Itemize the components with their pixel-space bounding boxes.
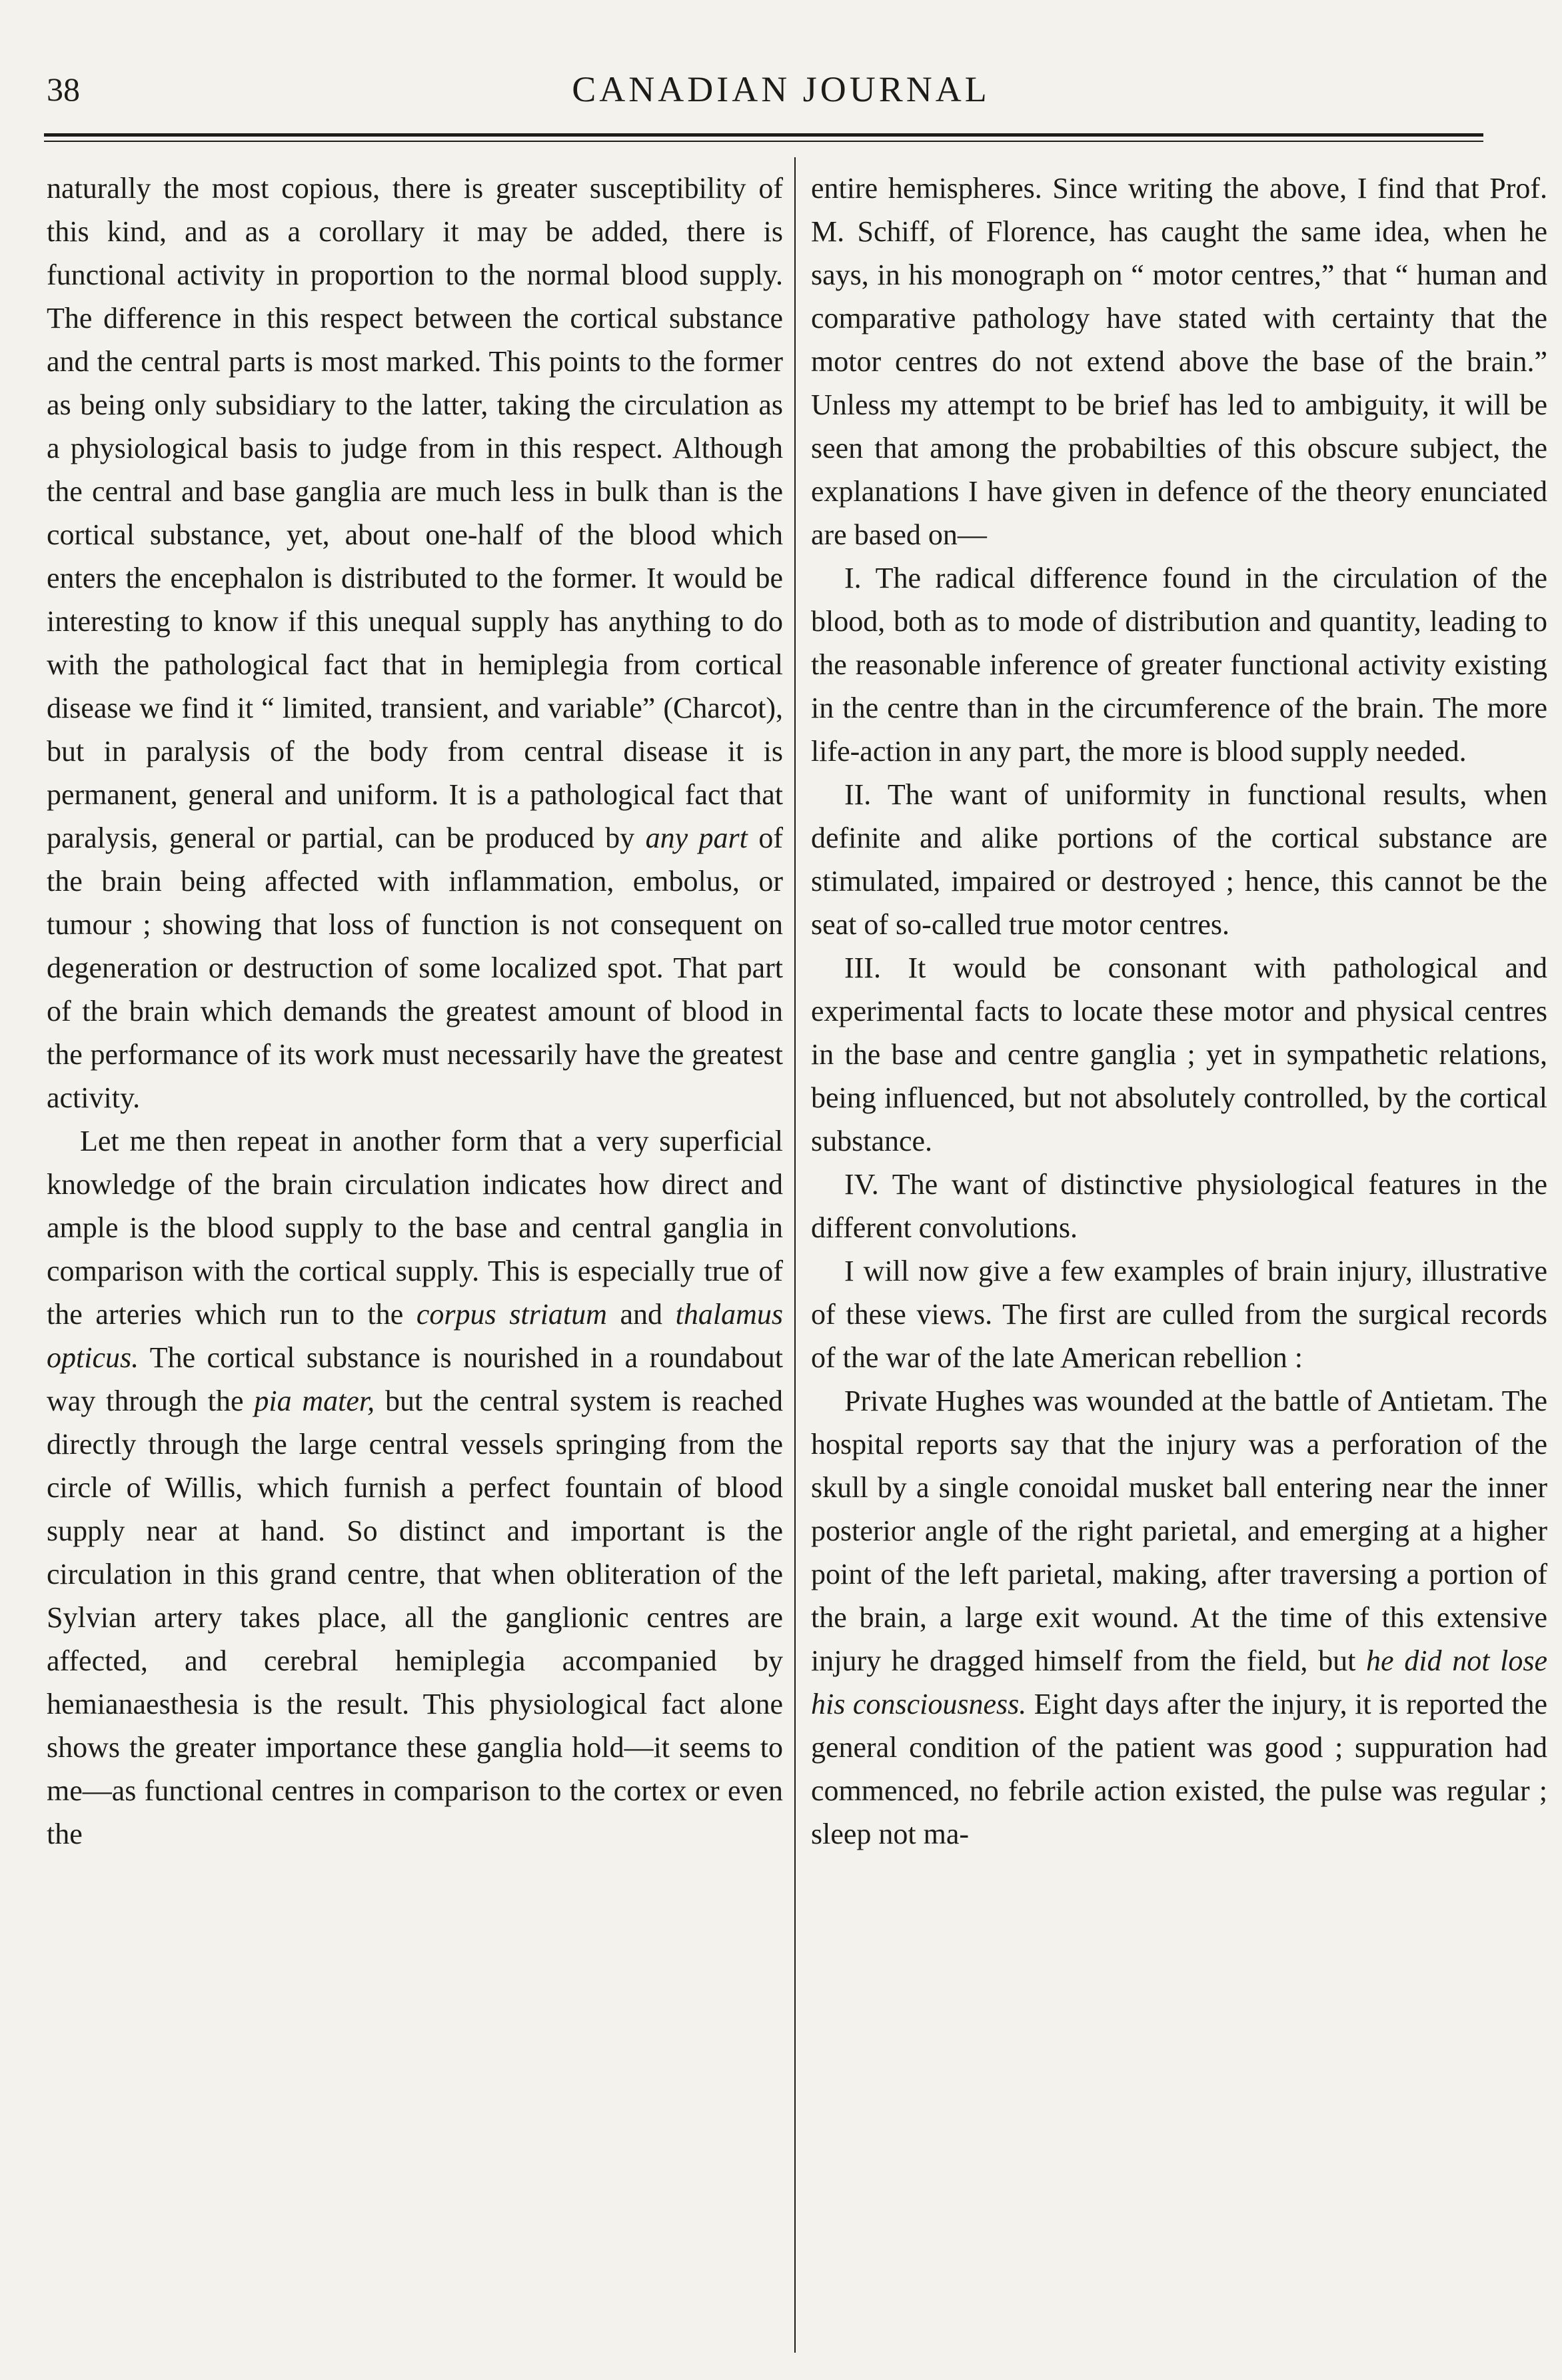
text-run: Let me then repeat in another form that a very superficial knowledge of the brain circulation indicates how direct and ample is the blood supply to the base and central ganglia in comparison with the cortical supply. This is especially true of the arteries which run to the xyxy=(47,1125,783,1331)
right-column xyxy=(811,167,1547,1856)
paragraph xyxy=(811,1249,1547,1379)
paragraph xyxy=(811,167,1547,556)
italic-text: any part xyxy=(645,822,748,854)
column-divider xyxy=(794,157,796,2353)
running-head: CANADIAN JOURNAL xyxy=(572,69,990,109)
paragraph xyxy=(811,946,1547,1163)
left-column xyxy=(47,167,783,1856)
header-rule-thin xyxy=(44,141,1483,142)
text-run: Private Hughes was wounded at the battle of Antietam. The hospital reports say that the injury was a perforation of the skull by a single conoidal musket ball entering near the inner posterior angle of the right parietal, and emerging at a higher point of the left parietal, making, after traversing a portion of the brain, a large exit wound. At the time of this extensive injury he dragged himself from the field, but xyxy=(811,1385,1547,1677)
text-run: of the brain being affected with inflammation, embolus, or tumour ; showing that loss of function is not consequent on degeneration or destruction of some localized spot. That part of the brain which demands the greatest amount of blood in the performance of its work must necessarily have the greatest activity. xyxy=(47,822,783,1114)
text-run: and xyxy=(606,1298,676,1331)
text-run: but the central system is reached directly through the large central vessels springing from the circle of Willis, which furnish a perfect fountain of blood supply near at hand. So distinct and important is the circulation in this grand centre, that when obliteration of the Sylvian artery takes place, all the ganglionic centres are affected, and cerebral hemiplegia accompanied by hemianaesthesia is the result. This physiological fact alone shows the greater importance these ganglia hold—it seems to me—as functional centres in comparison to the cortex or even the xyxy=(47,1385,784,1850)
italic-text: he did not lose his consciousness. xyxy=(811,1644,1547,1720)
paragraph xyxy=(47,167,783,1119)
text-run: III. It would be consonant with pathological and experimental facts to locate these motor and physical centres in the base and centre ganglia ; yet in sympathetic relations, being influenced, but not absolutely controlled, by the cortical substance. xyxy=(811,951,1547,1157)
text-run: naturally the most copious, there is greater susceptibility of this kind, and as a corollary it may be added, there is functional activity in proportion to the normal blood supply. The difference in this respect between the cortical substance and the central parts is most marked. This points to the former as being only subsidiary to the latter, taking the circulation as a physiological basis to judge from in this respect. Although the central and base ganglia are much less in bulk than is the cortical substance, yet, about one-half of the blood which enters the encephalon is distributed to the former. It would be interesting to know if this unequal supply has anything to do with the pathological fact that in hemiplegia from cortical disease we find it “ limited, transient, and variable” (Charcot), but in paralysis of the body from central disease it is permanent, general and uniform. It is a pathological fact that paralysis, general or partial, can be produced by xyxy=(47,172,783,854)
text-run: The cortical substance is nourished in a roundabout way through the xyxy=(47,1341,783,1417)
header-rule-thick xyxy=(44,133,1483,137)
text-run: I. The radical difference found in the circulation of the blood, both as to mode of distribution and quantity, leading to the reasonable inference of greater functional activity existing in the centre than in the circumference of the brain. The more life-action in any part, the more is blood supply needed. xyxy=(811,562,1547,768)
paragraph xyxy=(811,1163,1547,1249)
text-run: entire hemispheres. Since writing the above, I find that Prof. M. Schiff, of Florence, has caught the same idea, when he says, in his monograph on “ motor centres,” that “ human and comparative pathology have stated with certainty that the motor centres do not extend above the base of the brain.” Unless my attempt to be brief has led to ambiguity, it will be seen that among the probabilties of this obscure subject, the explanations I have given in defence of the theory enunciated are based on— xyxy=(811,172,1547,551)
page-number: 38 xyxy=(47,71,80,108)
paragraph xyxy=(811,773,1547,946)
paragraph xyxy=(811,556,1547,773)
italic-text: thalamus opticus. xyxy=(47,1298,783,1374)
text-run: Eight days after the injury, it is reported the general condition of the patient was good ; suppuration had commenced, no febrile action existed, the pulse was regular ; sleep not ma- xyxy=(811,1688,1547,1850)
paragraph xyxy=(47,1119,783,1856)
text-run: II. The want of uniformity in functional results, when definite and alike portions of the cortical substance are stimulated, impaired or destroyed ; hence, this cannot be the seat of so-called true motor centres. xyxy=(811,778,1547,941)
italic-text: pia mater, xyxy=(254,1385,375,1417)
text-run: I will now give a few examples of brain injury, illustrative of these views. The first are culled from the surgical records of the war of the late American rebellion : xyxy=(811,1255,1547,1374)
italic-text: corpus striatum xyxy=(416,1298,607,1331)
text-run: IV. The want of distinctive physiological features in the different convolutions. xyxy=(811,1168,1547,1244)
paragraph xyxy=(811,1379,1547,1856)
